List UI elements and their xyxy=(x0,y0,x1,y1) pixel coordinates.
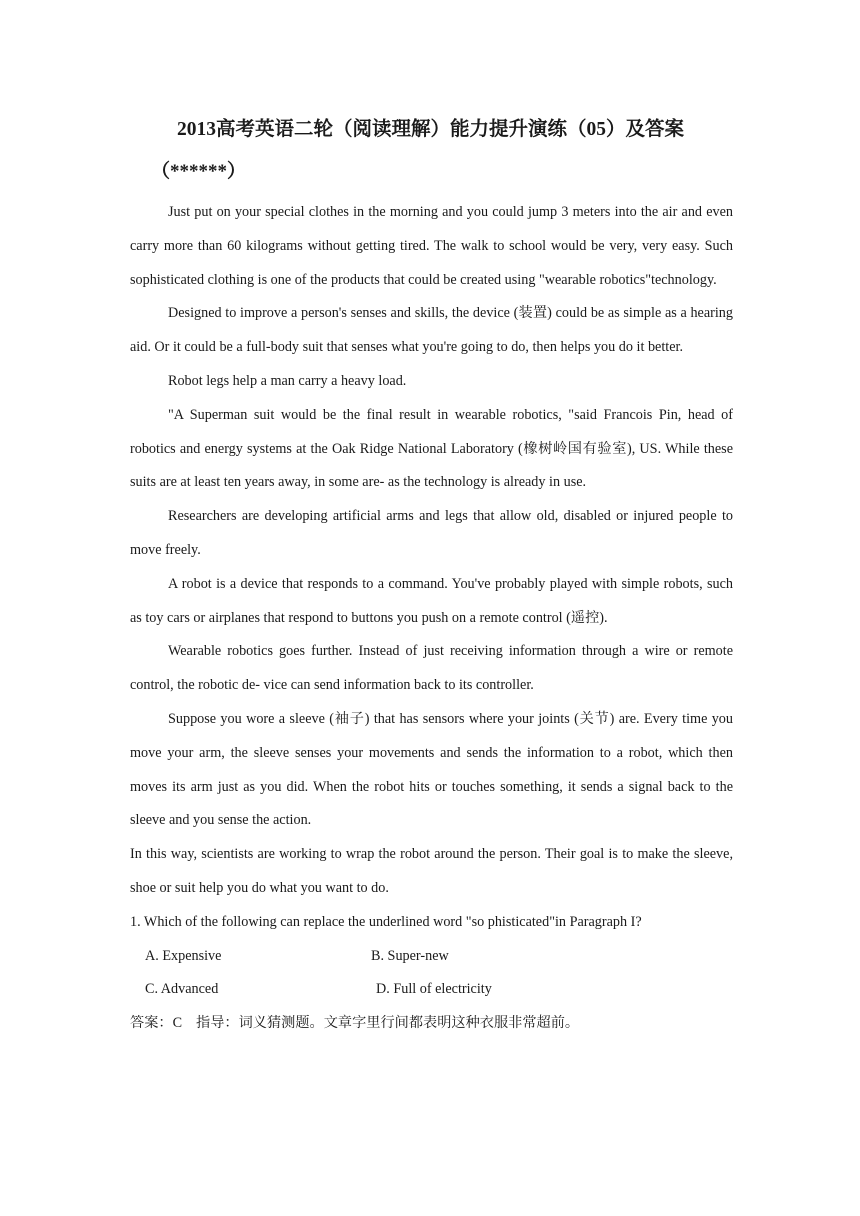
answer-line xyxy=(130,1007,733,1041)
paragraph-1: Just put on your special clothes in the morning and you could jump 3 meters into the air and even carry more than 60 kilograms without getting tired. The walk to school would be very, very easy. Such sophisticated clothing is one of the products that could be created using "wearable robotics"technology. xyxy=(130,204,733,288)
options-row-1 xyxy=(130,940,733,974)
paragraph-6: A robot is a device that responds to a command. You've probably played with simple robots, such as toy cars or airplanes that respond to buttons you push on a remote control (遥控). xyxy=(130,575,733,626)
option-d: D. Full of electricity xyxy=(376,981,492,998)
option-b: B. Super-new xyxy=(371,947,449,964)
paragraph-closing: In this way, scientists are working to wrap the robot around the person. Their goal is to make the sleeve, shoe or suit help you do what you want to do. xyxy=(130,846,733,896)
answer-guide: 指导：词义猜测题。文章字里行间都表明这种衣服非常超前。 xyxy=(196,1015,580,1032)
document-title: 2013高考英语二轮（阅读理解）能力提升演练（05）及答案 xyxy=(177,119,685,140)
paragraph-8: Suppose you wore a sleeve (袖子) that has sensors where your joints (关节) are. Every time you move your arm, the sleeve senses your movements and sends the information to a robot, which then moves its arm just as you did. When the robot hits or touches something, it sends a signal back to the sleeve and you sense the action. xyxy=(130,710,733,829)
document-subtitle: （******） xyxy=(151,161,247,182)
paragraph-5: Researchers are developing artificial arms and legs that allow old, disabled or injured people to move freely. xyxy=(130,508,733,558)
answer-label: 答案：C xyxy=(130,1015,183,1032)
paragraph-7: Wearable robotics goes further. Instead of just receiving information through a wire or remote control, the robotic de- vice can send information back to its controller. xyxy=(130,643,733,694)
question-1: 1. Which of the following can replace the underlined word "so phisticated"in Paragraph I? xyxy=(130,913,642,930)
paragraph-3: Robot legs help a man carry a heavy load. xyxy=(168,372,407,389)
options-row-2 xyxy=(130,973,733,1007)
option-c: C. Advanced xyxy=(145,981,219,998)
option-a: A. Expensive xyxy=(145,947,222,964)
paragraph-4: "A Superman suit would be the final result in wearable robotics, "said Francois Pin, head of robotics and energy systems at the Oak Ridge National Laboratory (橡树岭国有验室), US. While these suits are at least ten years away, in some are- as the technology is already in use. xyxy=(130,406,733,491)
document-body xyxy=(130,196,733,1041)
paragraph-2: Designed to improve a person's senses and skills, the device (装置) could be as simple as a hearing aid. Or it could be a full-body suit that senses what you're going to do, then helps you do it better. xyxy=(130,305,733,356)
